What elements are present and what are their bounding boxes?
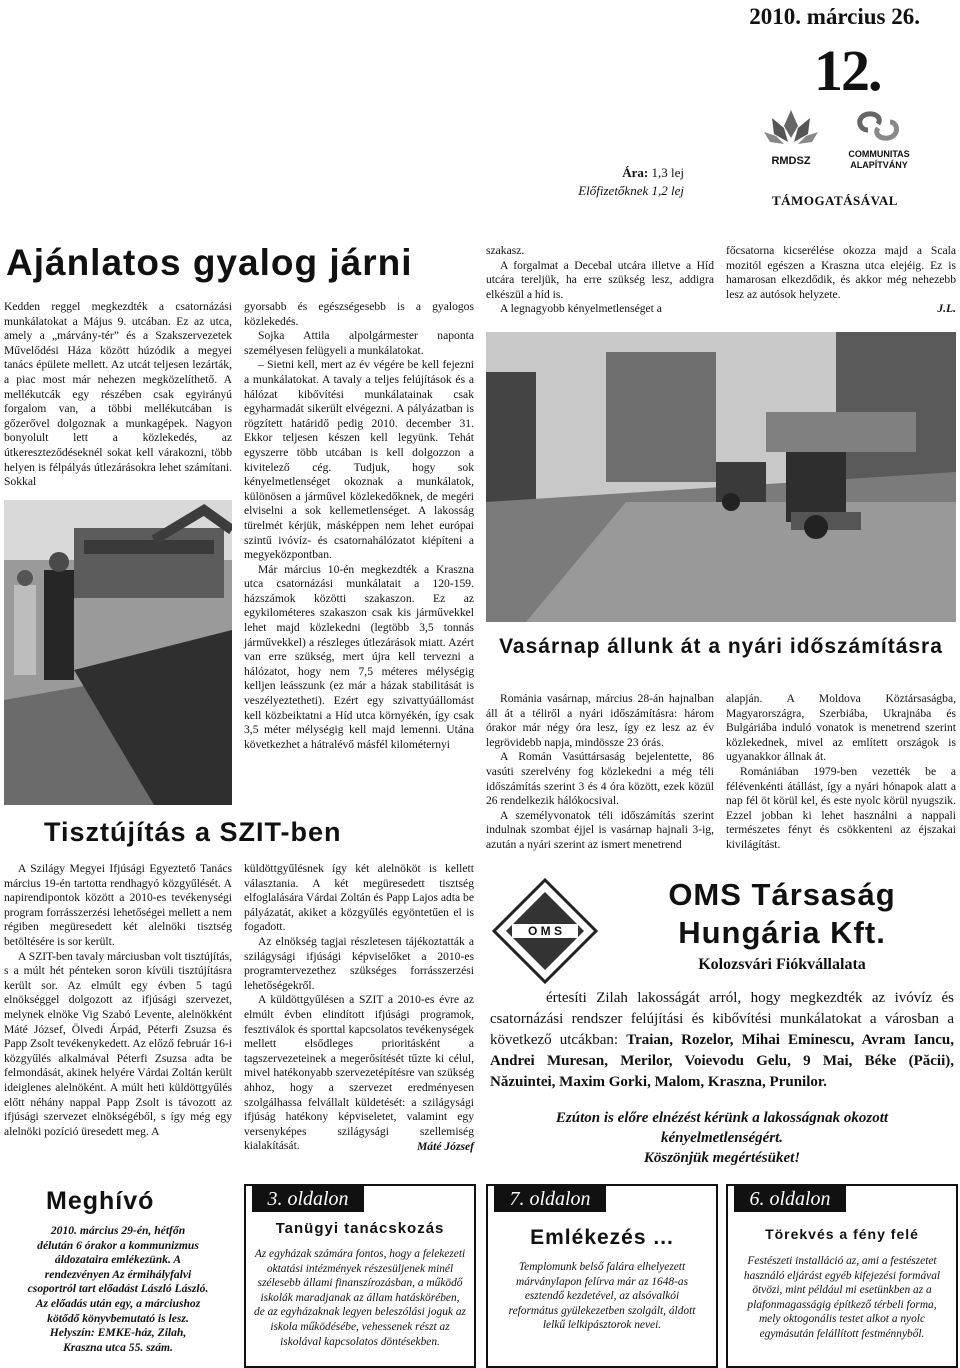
- article1-col3-p3: A legnagyobb kényelmetlenséget a: [500, 302, 662, 316]
- article2-title: Vasárnap állunk át a nyári időszámításra: [499, 635, 943, 658]
- invite-line-6: Az előadás után egy, a márciushoz: [35, 1296, 201, 1310]
- oms-apology: [490, 1108, 954, 1168]
- communitas-logo-line2: ALAPÍTVÁNY: [850, 160, 908, 170]
- article3-col1-p1: A Szilágy Megyei Ifjúsági Egyeztető Tanács március 19-én tartotta rendhagyó közgyűlését. A napirendipontok között a 2010-es tevékenységi program forrásszerzési lehetőségei mellett a nem régiben megüresedett két alelnöki tisztség betöltésére is sor került.: [4, 862, 232, 948]
- price-value: 1,3 lej: [651, 165, 684, 180]
- tile-page-7-text: Templomunk belső falára elhelyezett márványlapon felírva már az 1648-as esztendő kezdetével, az alsóvalkói református gyülekezetben szolgált, áldott lelkű lelkipásztorok nevei.: [508, 1261, 696, 1332]
- oms-apology-line2: kényelmetlenségért.: [660, 1130, 784, 1146]
- tile-page-6-label: 6. oldalon: [734, 1186, 846, 1212]
- oms-advertisement: [486, 862, 956, 1180]
- article1-col4-text: főcsatorna kicserélése okozza majd a Scala mozitól egészen a Kraszna utca elejéig. Ez is hamarosan elkezdődik, és akkor még nehezebb lesz az autósok helyzete.: [726, 244, 956, 301]
- article2-col1-p2: A Román Vasúttársaság bejelentette, 86 vasúti szerelvény fog közlekedni a még téli időszámítás szerint 3 és 4 óra között, ezek közül 26 rendelkezik hálókocsival.: [486, 750, 714, 808]
- communitas-logo-line1: COMMUNITAS: [848, 149, 910, 159]
- tile-page-6[interactable]: [726, 1184, 958, 1368]
- tile-page-3-label: 3. oldalon: [252, 1186, 364, 1212]
- article1-col2-p3: – Sietni kell, mert az év végére be kell fejezni a munkálatokat. A tavaly a teljes felújítások és a hálózat kibővítési munkálatainak csak egyharmadát sikerült elvégezni. A pályázatban is rögzített határidő pedig 2010. december 31. Ekkor teljesen készen kell legyünk. Tehát egyszerre több utcában is kell dolgozzon a kivitelező cég. Tudjuk, hogy sok kényelmetlenséget okoznak a munkálatok, különösen a járművel közlekedőknek, de megéri elviselni a sok kellemetlenséget. A lakosság türelmét kérjük, másképpen nem lehet európai szintű ivóvíz- és csatornahálózatot kiépíteni a megyeközpontban.: [244, 358, 474, 562]
- tile-page-7[interactable]: [486, 1184, 718, 1368]
- article2-col1: [486, 692, 714, 853]
- article1-col3: [486, 244, 714, 317]
- invite-line-2: délután 6 órakor a kommunizmus: [37, 1238, 199, 1252]
- issue-number: 12.: [814, 38, 881, 103]
- article1-title: Ajánlatos gyalog járni: [6, 242, 413, 283]
- article3-title: Tisztújítás a SZIT-ben: [44, 817, 342, 847]
- article1-col3-p2: A forgalmat a Decebal utcára illetve a Híd utcára tereljük, ha erre szükség lesz, addigra elkészül a híd is.: [486, 258, 714, 301]
- oms-body: [490, 988, 954, 1093]
- article2-col1-p3: A személyvonatok téli időszámítás szerint indulnak szombat éjjel is vasárnap hajnali 3-ig, azután a nyári szerint az ismert menetrend: [486, 808, 714, 851]
- tile-page-7-label: 7. oldalon: [494, 1186, 606, 1212]
- oms-body-text: értesíti Zilah lakosságát arról, hogy megkezdték az ivóvíz és csatornázási rendszer felújítási és kibővítési munkálatokat a városban a következő utcákban:: [490, 990, 954, 1048]
- support-label: TÁMOGATÁSÁVAL: [772, 193, 898, 208]
- invite-line-1: 2010. március 29-én, hétfőn: [50, 1224, 186, 1237]
- tile-page-6-text: Festészeti installáció az, ami a festészetet használó eljárást egyéb kifejezési formával ötvözi, mint például mi esetünkben az a plafonmagasságig építkező térbeli forma, mely oktogonális testet alkot a nyolc egymásután felállított festménnyből.: [743, 1255, 941, 1340]
- article3-col1-p2: A SZIT-ben tavaly márciusban volt tisztújítás, s a múlt hét pénteken soron kívüli tisztújításra került sor. Az elmúlt egy évben 5 tagú elnökséggel dolgozott az ifjúsági szervezet, melynek elnöke Vig Szabó Levente, alelnökként Máté József, Ölvedi Árpád, Péterfi Zsuzsa és Papp Zsolt tevékenykedett. Az előző február 16-i közgyűlés alkalmával Péterfi Zsuzsa adta be felmondását, akinek helyére Várdai Zoltán került ideiglenes alelnöként. A múlt heti küldöttgyűlés előtt néhány nappal Papp Zsolt is távozott az ifjúsági szervezet elnökségéből, s így még egy alelnöki pozíció üresedett meg. A: [4, 949, 232, 1138]
- rmdsz-logo: [762, 108, 820, 167]
- oms-streets: Traian, Rozelor, Mihai Eminescu, Avram Iancu, Andrei Muresan, Merilor, Voievodu Gelu, 9 Mai, Béke (Păcii), Năzuintei, Maxim Gorki, Malom, Kraszna, Prunilor.: [490, 1032, 955, 1090]
- price-label: Ára:: [622, 165, 649, 180]
- article3-author: Máté József: [417, 1139, 474, 1153]
- article1-author: J.L.: [937, 302, 956, 316]
- article1-photo-workers: [4, 500, 232, 805]
- subscriber-price: Előfizetőknek 1,2 lej: [578, 183, 684, 198]
- invite-line-3: áldozataira emlékezünk. A: [54, 1253, 182, 1267]
- invite-line-7: kötődő könyvbemutató is lesz.: [47, 1311, 189, 1325]
- tile-page-3-text: Az egyházak számára fontos, hogy a felekezeti oktatási intézmények részesüljenek minél szélesebb állami finanszírozásban, a működő iskolák maradjanak az állam hatáskörében, de az egyházaknak legyen beleszólási joguk az iskola működésébe, vehessenek részt az iskolával kapcsolatos döntésekben.: [254, 1248, 466, 1348]
- tile-page-6-title: Törekvés a fény felé: [765, 1226, 919, 1242]
- oms-logo: [490, 876, 600, 986]
- invite-text: [4, 1224, 232, 1355]
- article1-col2-p4: Már március 10-én megkezdték a Kraszna utca csatornázási munkálatait a 120-159. házszámok közötti szakaszon. Ez az egykilométeres szakaszon csak kis járművekkel lehet majd közlekedni (legtöbb 3,5 tonnás járművekkel) a részleges útlezárások miatt. Azért van erre szükség, mert újra kell tervezni a hálózatot, hogy nem 7,5 méteres mélységig kelljen leásszunk (ez már a házak stabilitását is veszélyeztetheti). Ezért egy szivattyúállomást kell közbeiktatni a Híd utca környékén, így csak 3,5 méter mélységig kell majd lemenni. Utána következhet a hátralévő másfél kilométernyi: [244, 562, 474, 751]
- issue-date: 2010. március 26.: [749, 4, 920, 29]
- invite-line-9: Kraszna utca 55. szám.: [63, 1340, 173, 1354]
- article1-col3-p1: szakasz.: [486, 244, 525, 257]
- communitas-logo: [838, 108, 920, 171]
- article1-col2-p1: gyorsabb és egészségesebb is a gyalogos közlekedés.: [244, 300, 474, 328]
- rmdsz-logo-text: RMDSZ: [771, 155, 811, 167]
- invite-title: Meghívó: [46, 1187, 155, 1215]
- tile-page-3[interactable]: [244, 1184, 476, 1368]
- price-box: [532, 164, 684, 200]
- oms-logo-text: O M S: [527, 924, 563, 938]
- article3-col2-p1: küldöttgyűlésnek így két alelnököt is kellett választania. A két megüresedett tisztség elfoglalására Várdai Zoltán és Papp Lajos adta be pályázatát, akiket a közgyűlés egyöntetűen el is fogadott.: [244, 862, 474, 934]
- oms-company-line2: Hungária Kft.: [678, 915, 886, 950]
- oms-branch: Kolozsvári Fiókvállalata: [698, 956, 866, 973]
- article1-col2: [244, 300, 474, 752]
- article3-col1: [4, 862, 232, 1139]
- article3-col2: [244, 862, 474, 1154]
- tile-page-3-title: Tanügyi tanácskozás: [275, 1220, 445, 1237]
- article1-col4: [726, 244, 956, 317]
- oms-apology-line3: Köszönjük megértésüket!: [643, 1150, 801, 1166]
- invite-line-8: Helyszín: EMKE-ház, Zilah,: [49, 1326, 187, 1340]
- invite-line-4: rendezvényen Az érmihályfalvi: [44, 1267, 192, 1281]
- article3-col2-p2: Az elnökség tagjai részletesen tájékoztatták a szilágysági ifjúsági képviselőket a 2010-es programtervezethez szükséges forrásszerzési lehetőségekről.: [244, 934, 474, 992]
- oms-apology-line1: Ezúton is előre elnézést kérünk a lakosságnak okozott: [555, 1110, 889, 1126]
- article1-col1: [4, 300, 232, 490]
- article2-col2: [726, 692, 956, 853]
- invite-line-5: csoportról tart előadást László László.: [27, 1282, 209, 1296]
- oms-company-name: [612, 876, 952, 952]
- article2-col2-p2: Romániában 1979-ben vezették be a félévenkénti átállást, így a nyári hónapok alatt a nap fél öt körül kel, és este nyolc körül nyugszik. Ezzel jobban ki lehet használni a nappali természetes fényt és csökkenteni az éjszakai kivilágítást.: [726, 764, 956, 851]
- article1-col2-p2: Sojka Attila alpolgármester naponta személyesen felügyeli a munkálatokat.: [244, 329, 474, 357]
- article2-col2-p1: alapján. A Moldova Köztársaságba, Magyarországra, Szerbiába, Ukrajnába és Bulgáriába induló vonatok is menetrend szerint közlekednek, mivel az említett országok is ugyanakkor állnak át.: [726, 692, 956, 764]
- article1-photo-street: [486, 332, 956, 622]
- article1-col1-text: Kedden reggel megkezdték a csatornázási munkálatokat a Május 9. utcában. Ez az utca, amely a „márvány-tér” és a Szakszervezetek Művelődési Háza között húzódik a megyei tanács épülete mellett. Az utcát teljesen lezárták, a piac most már nehezen megközelíthető. A mellékutcák egy részében csak egyirányú forgalom van, a többi mellékutcában is gőzerővel dolgoznak a munkagépek. Nagyon bonyolult lett a közlekedés, az útkereszteződéseknél sokat kell várakozni, több helyen is félpályás útlezárásokra lehet számítani. Sokkal: [4, 300, 232, 489]
- oms-company-line1: OMS Társaság: [668, 877, 896, 912]
- tile-page-7-title: Emlékezés ...: [530, 1226, 674, 1249]
- article2-col1-p1: Románia vasárnap, március 28-án hajnalban áll át a téliről a nyári időszámításra: három órakor már négy óra lesz, így ez lesz az év legrövidebb napja, mindössze 23 órás.: [486, 692, 714, 749]
- article3-col2-p3: A küldöttgyűlésen a SZIT a 2010-es évre az elmúlt évben elindított ifjúsági programok, fesztiválok és sporttal kapcsolatos tevékenységek mellett elsődleges prioritásként a tagszervezeteinek a megerősítését tűzte ki célul, mivel hatékonyabb szervezetépítésre van szükség ahhoz, hogy a szervezet eredményesen szolgálhassa felvállalt küldetését: a szilágysági ifjúság hatékony képviseletet, valamint egy versenyképes szilágysági szellemiség kialakítását.: [244, 993, 474, 1153]
